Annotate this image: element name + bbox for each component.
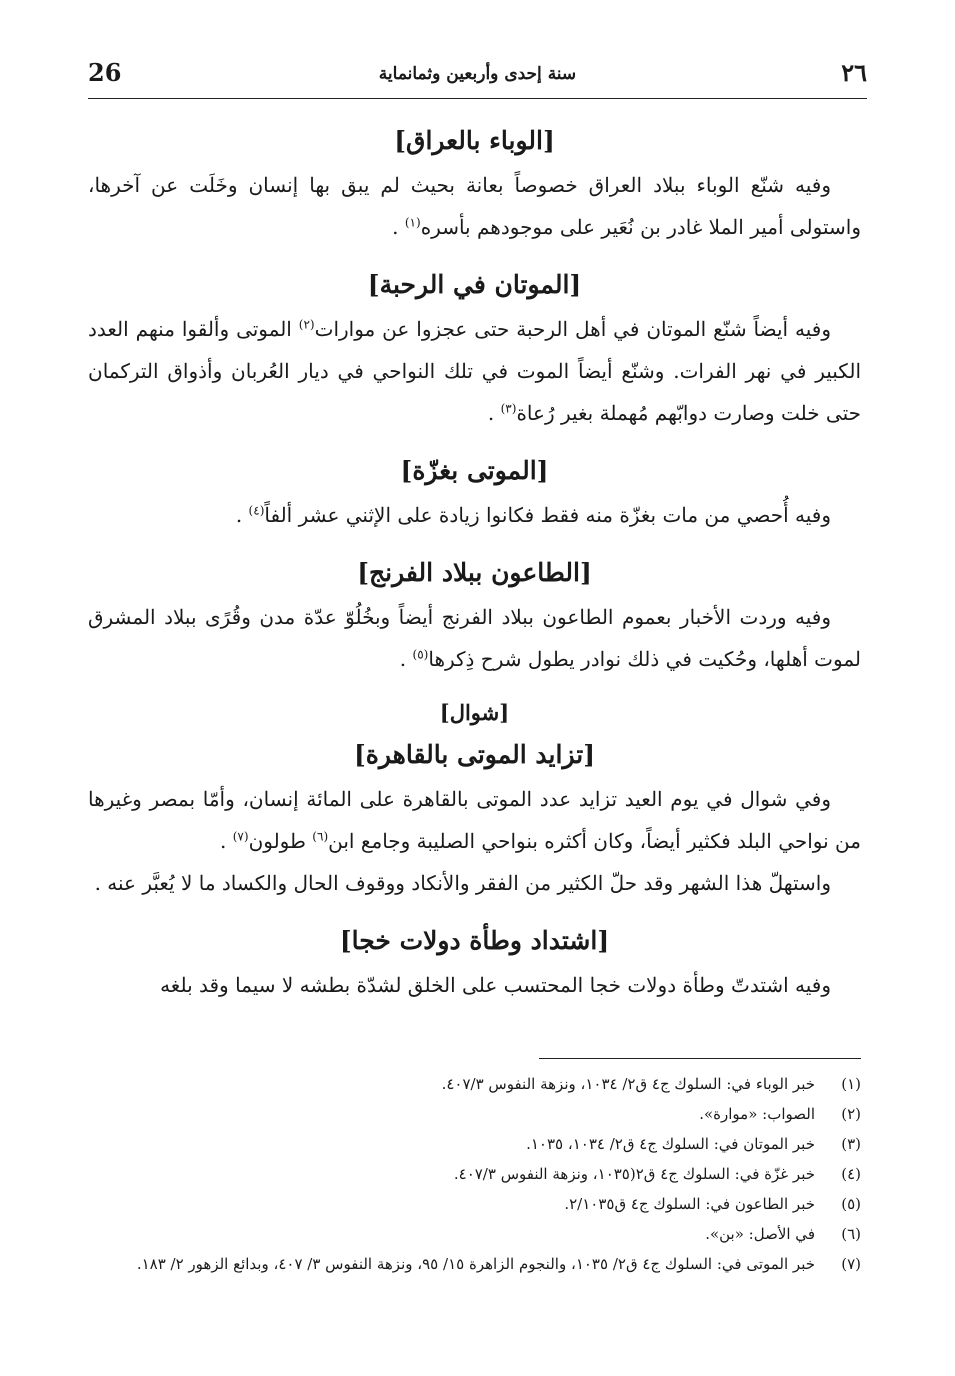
footnote-ref[interactable]: (١) xyxy=(404,215,421,230)
footnote-number: (٧) xyxy=(841,1255,861,1273)
footnote-divider xyxy=(539,1058,861,1059)
footnote-number: (٤) xyxy=(841,1165,861,1183)
month-heading: [شوال] xyxy=(439,700,510,725)
footnote-ref[interactable]: (٧) xyxy=(232,829,249,844)
page-number-latin: 26 xyxy=(88,58,122,87)
page-number-arabic: ٢٦ xyxy=(841,58,867,87)
running-title: سنة إحدى وأربعين وثمانماية xyxy=(378,64,577,84)
footnote-text: خبر الموتان في: السلوك ج٤ ق٢/ ١٠٣٤، ١٠٣٥. xyxy=(526,1135,815,1153)
footnote-ref[interactable]: (٦) xyxy=(312,829,329,844)
footnote-text: في الأصل: «بن». xyxy=(705,1225,815,1243)
paragraph: واستهلّ هذا الشهر وقد حلّ الكثير من الفقر والأنكاد ووقوف الحال والكساد ما لا يُعبَّر عنه . xyxy=(94,871,831,895)
paragraph: وفيه أُحصي من مات بغزّة منه فقط فكانوا زيادة على الإثني عشر ألفاً$^{(٤)}$ . xyxy=(235,503,831,527)
footnote-ref[interactable]: (٣) xyxy=(500,401,517,416)
footnote xyxy=(88,1069,861,1099)
section-heading: [الموتان في الرحبة] xyxy=(367,270,582,299)
footnote xyxy=(88,1129,861,1159)
paragraph: وفيه أيضاً شنّع الموتان في أهل الرحبة حتى عجزوا عن موارات$^{(٢)}$ الموتى وألقوا منهم العدد الكبير في نهر الفرات. وشنّع أيضاً الموت في تلك النواحي في ديار العُربان وأذواق التركمان حتى خلت وصارت دوابّهم مُهملة بغير رُعاة$^{(٣)}$ . xyxy=(88,317,861,425)
footnote xyxy=(88,1219,861,1249)
paragraph: وفيه وردت الأخبار بعموم الطاعون ببلاد الفرنج أيضاً وبخُلُوّ عدّة مدن وقُرًى ببلاد المشرق لموت أهلها، وحُكيت في ذلك نوادر يطول شرح ذِكرها$^{(٥)}$ . xyxy=(88,605,861,671)
section-heading: [الوباء بالعراق] xyxy=(394,126,555,155)
footnote-number: (٣) xyxy=(841,1135,861,1153)
main-text xyxy=(88,118,861,1006)
footnote-text: خبر الوباء في: السلوك ج٤ ق٢/ ١٠٣٤، ونزهة النفوس ٤٠٧/٣. xyxy=(441,1075,815,1093)
footnote-number: (١) xyxy=(841,1075,861,1093)
footnote-ref[interactable]: (٤) xyxy=(248,503,265,518)
page-header xyxy=(88,58,867,99)
section-heading: [الطاعون ببلاد الفرنج] xyxy=(357,558,592,587)
section-heading: [الموتى بغزّة] xyxy=(400,456,549,485)
footnote-number: (٥) xyxy=(841,1195,861,1213)
paragraph: وفيه اشتدتّ وطأة دولات خجا المحتسب على الخلق لشدّة بطشه لا سيما وقد بلغه xyxy=(160,973,831,997)
footnote-ref[interactable]: (٢) xyxy=(298,317,315,332)
paragraph: وفي شوال في يوم العيد تزايد عدد الموتى بالقاهرة على المائة إنسان، وأمّا بمصر وغيرها من نواحي البلد فكثير أيضاً، وكان أكثره بنواحي الصليبة وجامع ابن$^{(٦)}$ طولون$^{(٧)}$ . xyxy=(88,787,861,853)
footnote xyxy=(88,1099,861,1129)
footnote xyxy=(88,1189,861,1219)
footnote-text: الصواب: «موارة». xyxy=(699,1105,815,1123)
footnote-number: (٦) xyxy=(841,1225,861,1243)
footnote-text: خبر الطاعون في: السلوك ج٤ ق٢/١٠٣٥. xyxy=(564,1195,815,1213)
footnote-text: خبر الموتى في: السلوك ج٤ ق٢/ ١٠٣٥، والنجوم الزاهرة ١٥/ ٩٥، ونزهة النفوس ٣/ ٤٠٧، وبدائع الزهور ٢/ ١٨٣. xyxy=(136,1255,815,1273)
footnotes xyxy=(88,1058,861,1279)
footnote-ref[interactable]: (٥) xyxy=(412,647,429,662)
footnote-number: (٢) xyxy=(841,1105,861,1123)
footnote xyxy=(88,1159,861,1189)
footnote-text: خبر غزّة في: السلوك ج٤ ق٢(١٠٣٥، ونزهة النفوس ٤٠٧/٣. xyxy=(453,1165,815,1183)
footnote xyxy=(88,1249,861,1279)
section-heading: [اشتداد وطأة دولات خجا] xyxy=(339,926,610,955)
section-heading: [تزايد الموتى بالقاهرة] xyxy=(353,740,596,769)
paragraph: وفيه شنّع الوباء ببلاد العراق خصوصاً بعانة بحيث لم يبق بها إنسان وخَلَت عن آخرها، واستولى أمير الملا غادر بن نُعَير على موجودهم بأسره$^{(١)}$ . xyxy=(88,173,861,239)
